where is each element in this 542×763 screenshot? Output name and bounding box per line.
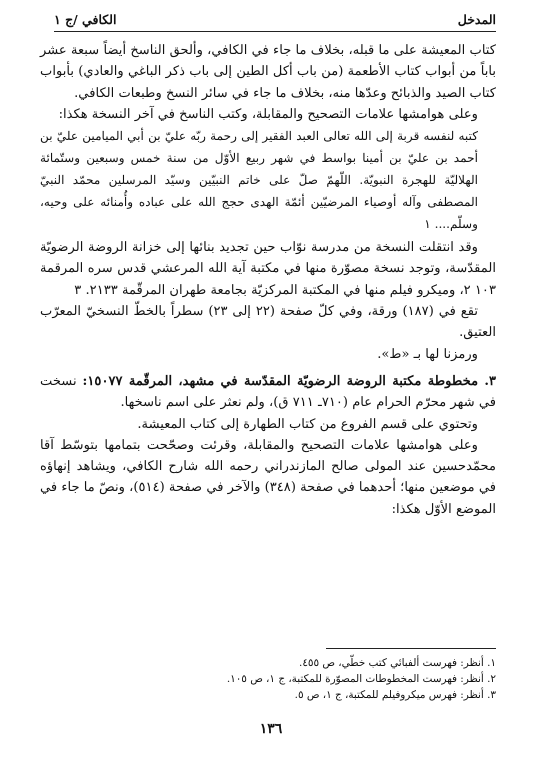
footnote: ١. أنظر: فهرست ألفبائي كتب خطّي، ص ٤٥٥. bbox=[299, 657, 496, 669]
footnote: ٢. أنظر: فهرست المخطوطات المصوّرة للمكتبة، ج ١، ص ١٠٥. bbox=[226, 673, 496, 686]
footnote: ٣. أنظر: فهرس ميكروفيلم للمكتبة، ج ١، ص ٥. bbox=[294, 689, 496, 702]
main-text bbox=[40, 40, 496, 520]
footnote-rule bbox=[326, 648, 496, 649]
running-header bbox=[54, 8, 496, 30]
manuscript-item-text: نسخت في شهر محرّم الحرام عام (٧١٠ـ ٧١١ ق)، ولم نعثر على اسم ناسخها. bbox=[40, 373, 496, 411]
paragraph: كتاب المعيشة على ما قبله، بخلاف ما جاء في الكافي، وألحق الناسخ أيضاً سبعة عشر باباً من أبواب كتاب الأطعمة (من باب أكل الطين إلى باب ذكر الباغي والعادي) بأبواب كتاب الصيد والذبائح وعدّها منه، بخلاف ما جاء في سائر النسخ وطبعات الكافي. bbox=[40, 43, 496, 101]
paragraph: وعلى هوامشها علامات التصحيح والمقابلة، وقرئت وصحّحت بتمامها بتوسّط آقا محمّدحسين عند المولى صالح المازندراني رحمه الله شارح الكافي، ويشاهد إنهاؤه في موضعين منها؛ أحدهما في صفحة (٣٤٨) والآخر في صفحة (٥١٤)، ونصّ ما جاء في الموضع الأوّل هكذا: bbox=[40, 437, 496, 517]
header-section-title: المدخل bbox=[457, 12, 496, 27]
manuscript-item bbox=[40, 371, 496, 414]
colophon-quote: كتبه لنفسه قربة إلى الله تعالى العبد الفقير إلى رحمة ربّه عليّ بن أبي الميامين عليّ بن أحمد بن عليّ بن أمينا بواسط في شهر ربيع الأوّل من سنة خمس وسبعين وستّمائة الهلاليّة للهجرة النبويّة. اللّهمّ صلّ على خاتم النبيّين وسيّد المرسلين محمّد النبيّ المصطفى وآله أوصياء المرضيّين أئمّة الهدى حجج الله على عباده وأُمنائه على وحيه، وسلّم.... ١ bbox=[40, 129, 478, 232]
paragraph: تقع في (١٨٧) ورقة، وفي كلّ صفحة (٢٢ إلى ٢٣) سطراً بالخطّ النسخيّ المعرّب العتيق. bbox=[40, 304, 496, 341]
page-number: ١٣٦ bbox=[259, 721, 283, 737]
header-rule bbox=[54, 31, 496, 32]
header-book-title: الكافي /ج ١ bbox=[54, 12, 117, 27]
paragraph: ورمزنا لها بـ «ط». bbox=[377, 346, 478, 362]
paragraph: وقد انتقلت النسخة من مدرسة نوّاب حين تجديد بنائها إلى خزانة الروضة الرضويّة المقدّسة، وتوجد نسخة مصوّرة منها في مكتبة آية الله المرعشي قدس سره المرقمة ١٠٣ ٢، وميكرو فيلم منها في المكتبة المركزيّة بجامعة طهران المرقّمة ٢١٣٣. ٣ bbox=[40, 240, 496, 298]
paragraph: وتحتوي على قسم الفروع من كتاب الطهارة إلى كتاب المعيشة. bbox=[137, 416, 478, 432]
footnotes bbox=[60, 655, 496, 704]
paragraph: وعلى هوامشها علامات التصحيح والمقابلة، وكتب الناسخ في آخر النسخة هكذا: bbox=[58, 106, 478, 122]
manuscript-item-heading: ٣. مخطوطة مكتبة الروضة الرضويّة المقدّسة في مشهد، المرقّمة ١٥٠٧٧: bbox=[82, 373, 496, 389]
